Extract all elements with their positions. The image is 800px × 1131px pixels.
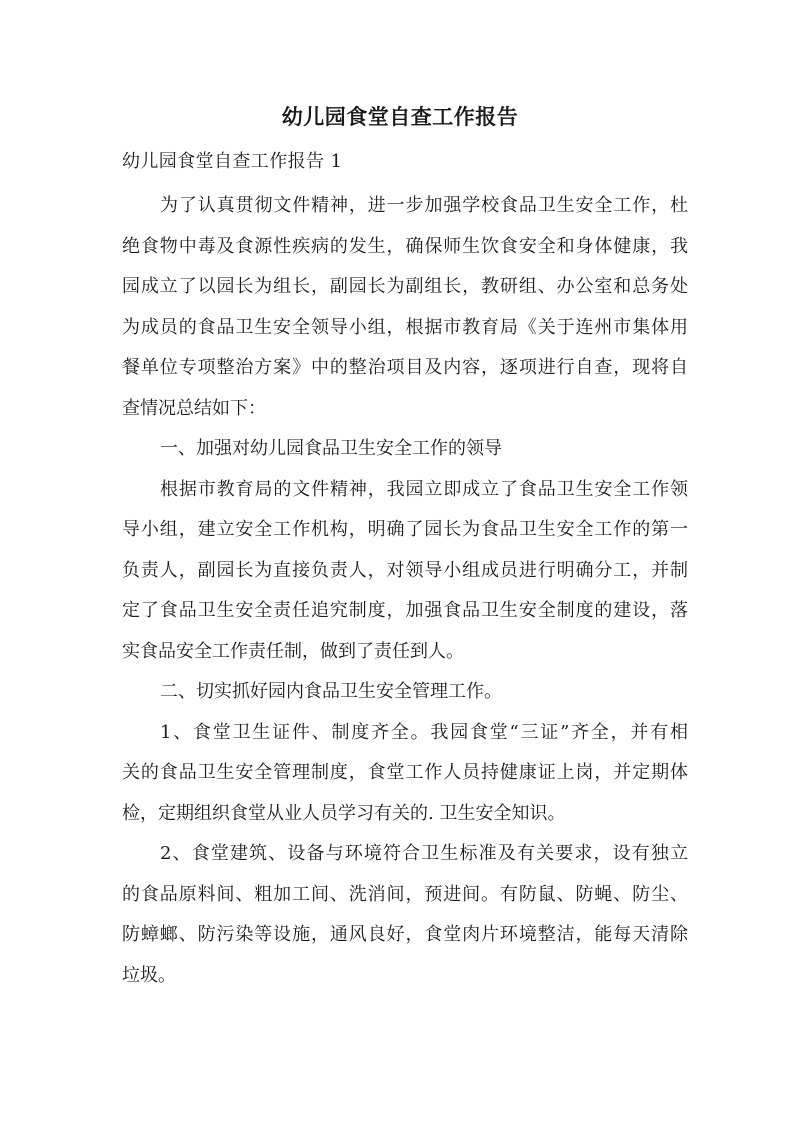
document-subtitle: 幼儿园食堂自查工作报告 1 (122, 151, 343, 172)
paragraph-leadership (122, 470, 688, 673)
section-heading-1 (122, 429, 688, 470)
document-body (122, 186, 688, 996)
text-line: 导小组，建立安全工作机构，明确了园长为食品卫生安全工作的第一 (122, 519, 688, 540)
section-heading-2 (122, 672, 688, 713)
document-title: 幼儿园食堂自查工作报告 (281, 104, 519, 129)
paragraph-item-1 (122, 713, 688, 835)
text-line: 餐单位专项整治方案》中的整治项目及内容，逐项进行自查，现将自 (122, 357, 688, 378)
text-line: 园成立了以园长为组长，副园长为副组长，教研组、办公室和总务处 (122, 276, 688, 297)
text-line: 防蟑螂、防污染等设施，通风良好，食堂肉片环境整洁，能每天清除 (122, 924, 688, 945)
text-line: 二、切实抓好园内食品卫生安全管理工作。 (160, 681, 502, 702)
text-line: 查情况总结如下： (122, 397, 266, 419)
text-line: 2、食堂建筑、设备与环境符合卫生标准及有关要求，设有独立 (160, 843, 688, 864)
text-line: 为成员的食品卫生安全领导小组，根据市教育局《关于连州市集体用 (122, 316, 688, 338)
text-line: 绝食物中毒及食源性疾病的发生，确保师生饮食安全和身体健康，我 (122, 235, 688, 257)
text-line: 垃圾。 (122, 964, 176, 986)
text-line: 1、食堂卫生证件、制度齐全。我园食堂“三证”齐全，并有相 (160, 721, 688, 743)
text-line: 负责人，副园长为直接负责人，对领导小组成员进行明确分工，并制 (122, 559, 688, 581)
text-line: 为了认真贯彻文件精神，进一步加强学校食品卫生安全工作，杜 (160, 195, 688, 216)
text-line: 的食品原料间、粗加工间、洗消间，预进间。有防鼠、防蝇、防尘、 (122, 883, 688, 905)
paragraph-intro (122, 186, 688, 429)
text-line: 检，定期组织食堂从业人员学习有关的. 卫生安全知识。 (122, 802, 566, 824)
text-line: 关的食品卫生安全管理制度，食堂工作人员持健康证上岗，并定期体 (122, 762, 688, 783)
text-line: 根据市教育局的文件精神，我园立即成立了食品卫生安全工作领 (160, 478, 688, 500)
paragraph-item-2 (122, 834, 688, 996)
text-line: 实食品安全工作责任制，做到了责任到人。 (122, 640, 464, 662)
text-line: 定了食品卫生安全责任追究制度，加强食品卫生安全制度的建设，落 (122, 600, 688, 621)
text-line: 一、加强对幼儿园食品卫生安全工作的领导 (160, 438, 502, 459)
